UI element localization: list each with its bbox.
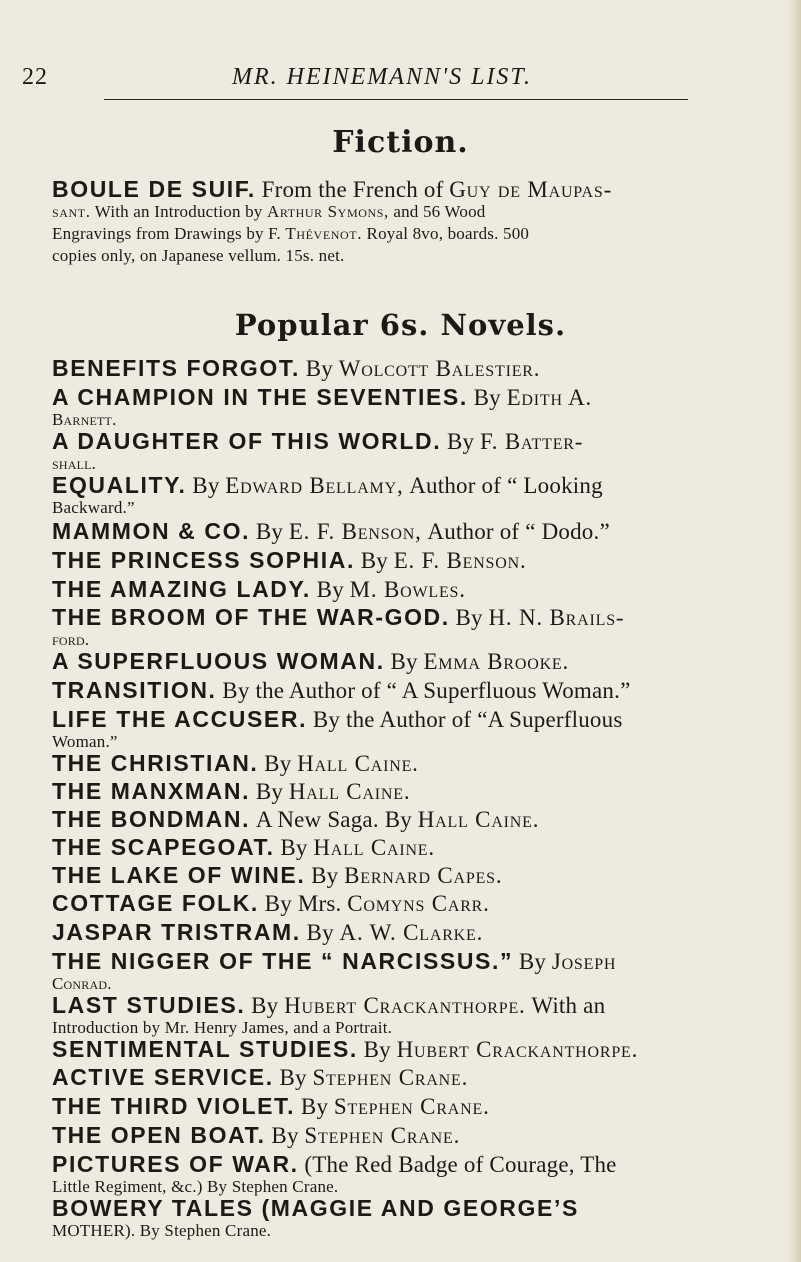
novel-byline: By the Author of “ A Superfluous Woman.” [222, 678, 631, 703]
novel-continuation: MOTHER). By Stephen Crane. [52, 1221, 272, 1240]
novel-title: MAMMON & CO. [52, 518, 251, 544]
novel-author: M. Bowles. [349, 577, 466, 602]
novel-continuation: shall. [52, 454, 97, 473]
novel-title: A DAUGHTER OF THIS WORLD. [52, 428, 442, 454]
novel-byline: By [305, 356, 333, 381]
novel-continuation: Conrad. [52, 974, 112, 993]
novel-author: Stephen Crane. [312, 1065, 469, 1090]
novel-entry [52, 1038, 760, 1061]
novel-entry [52, 864, 760, 887]
novel-byline: By Mrs. [264, 891, 342, 916]
novel-entry [52, 1095, 760, 1118]
novel-entry [52, 836, 760, 859]
entry-text: and 56 Wood [393, 202, 486, 221]
novel-author: F. Batter- [479, 429, 584, 454]
novel-byline: By [518, 949, 547, 974]
novel-byline: By [360, 548, 388, 573]
novel-entry [52, 650, 760, 673]
novel-entry [52, 606, 760, 651]
novel-title: BOWERY TALES (MAGGIE AND GEORGE’S [52, 1195, 579, 1221]
novel-author: Hall Caine. [313, 835, 435, 860]
novel-byline: By [251, 993, 279, 1018]
novel-title: LAST STUDIES. [52, 992, 246, 1018]
novel-title: BENEFITS FORGOT. [52, 355, 300, 381]
novel-byline: By the Author of “A Superfluous [312, 707, 623, 732]
novel-entry [52, 752, 760, 775]
novel-continuation: ford. [52, 630, 90, 649]
novel-author: Hubert Crackanthorpe. [284, 993, 526, 1018]
novel-title: A CHAMPION IN THE SEVENTIES. [52, 384, 468, 410]
novel-entry [52, 921, 760, 944]
novel-author: Hall Caine. [417, 807, 540, 832]
entry-boule-de-suif [52, 178, 760, 267]
novel-entry [52, 780, 760, 803]
novel-entry [52, 357, 760, 380]
novel-byline: By [300, 1094, 329, 1119]
novel-title: THE BONDMAN. [52, 806, 251, 832]
novel-continuation: Woman.” [52, 732, 118, 751]
novel-byline: By [255, 779, 284, 804]
entry-text: Royal 8vo, boards. 500 [366, 224, 530, 243]
novel-continuation: Backward.” [52, 498, 135, 517]
novel-title: A SUPERFLUOUS WOMAN. [52, 648, 385, 674]
novel-byline: By [192, 473, 220, 498]
novel-title: COTTAGE FOLK. [52, 890, 259, 916]
novel-note: With an [531, 993, 606, 1018]
novel-title: THE CHRISTIAN. [52, 750, 259, 776]
entry-text: With an Introduction by [94, 202, 263, 221]
novel-author: Comyns Carr. [347, 891, 490, 916]
novel-author: Hall Caine. [297, 751, 419, 776]
novel-entry [52, 950, 760, 995]
novel-note: Author of “ Looking [409, 473, 603, 498]
header-rule [104, 99, 688, 100]
novel-title: TRANSITION. [52, 677, 217, 703]
novel-byline: By [316, 577, 344, 602]
novel-entry [52, 474, 760, 519]
novel-author: Bernard Capes. [344, 863, 503, 888]
novel-title: THE PRINCESS SOPHIA. [52, 547, 355, 573]
novel-entry [52, 679, 760, 702]
novel-note: Author of “ Dodo.” [427, 519, 610, 544]
novel-byline: By [264, 751, 292, 776]
novel-title: JASPAR TRISTRAM. [52, 919, 301, 945]
novel-byline: By [311, 863, 339, 888]
novel-author: Wolcott Balestier. [338, 356, 541, 381]
novel-byline: (The Red Badge of Courage, The [304, 1152, 617, 1177]
novel-byline: By [390, 649, 418, 674]
novel-continuation: Introduction by Mr. Henry James, and a Portrait. [52, 1018, 393, 1037]
novel-author: Emma Brooke. [423, 649, 570, 674]
popular-novels-heading: Popular 6s. Novels. [234, 308, 567, 342]
novel-byline: By [446, 429, 475, 454]
novel-author: E. F. Benson, [288, 519, 422, 544]
novel-byline: By [255, 519, 284, 544]
page-edge [787, 0, 801, 1262]
novel-entry [52, 1124, 760, 1147]
novel-continuation: Barnett. [52, 410, 117, 429]
novel-byline: By [363, 1037, 391, 1062]
novel-entry [52, 386, 760, 431]
novel-entry [52, 1153, 760, 1198]
novel-author: E. F. Benson. [393, 548, 527, 573]
novel-byline: A New Saga. By [255, 807, 412, 832]
novel-title: SENTIMENTAL STUDIES. [52, 1036, 358, 1062]
novel-entry [52, 578, 760, 601]
entry-author: sant. [52, 202, 91, 221]
novel-author: Edith A. [506, 385, 593, 410]
fiction-heading: Fiction. [332, 125, 469, 160]
novel-title: LIFE THE ACCUSER. [52, 706, 308, 732]
novel-author: H. N. Brails- [488, 605, 625, 630]
novel-byline: By [280, 835, 308, 860]
novel-entry [52, 430, 760, 475]
novel-author: Hall Caine. [288, 779, 411, 804]
entry-author: Guy de Maupas- [449, 177, 613, 202]
novel-title: PICTURES OF WAR. [52, 1151, 299, 1177]
novel-entry [52, 549, 760, 572]
entry-text: From the French of [261, 177, 444, 202]
entry-text: copies only, on Japanese vellum. 15s. net. [52, 246, 345, 265]
novel-author: Joseph [551, 949, 617, 974]
novel-entry [52, 994, 760, 1039]
novel-entry [52, 1197, 760, 1242]
entry-text: Engravings from Drawings by F. [52, 224, 281, 243]
novel-entry [52, 1066, 760, 1089]
entry-author: Thévenot. [285, 224, 363, 243]
novel-title: EQUALITY. [52, 472, 187, 498]
novel-byline: By [455, 605, 483, 630]
entry-author: Arthur Symons, [266, 202, 389, 221]
novel-title: THE OPEN BOAT. [52, 1122, 266, 1148]
novel-title: THE THIRD VIOLET. [52, 1093, 296, 1119]
novel-byline: By [279, 1065, 307, 1090]
novel-author: Stephen Crane. [304, 1123, 461, 1148]
novel-title: THE AMAZING LADY. [52, 576, 311, 602]
novel-author: Edward Bellamy, [225, 473, 404, 498]
novel-entry [52, 520, 760, 543]
novel-entry [52, 892, 760, 915]
page-number: 22 [22, 64, 48, 90]
novel-title: THE SCAPEGOAT. [52, 834, 275, 860]
novel-title: THE LAKE OF WINE. [52, 862, 306, 888]
novel-entry [52, 808, 760, 831]
page-header [22, 64, 702, 94]
novel-title: THE BROOM OF THE WAR-GOD. [52, 604, 450, 630]
novel-byline: By [271, 1123, 299, 1148]
novel-byline: By [473, 385, 501, 410]
novel-title: ACTIVE SERVICE. [52, 1064, 274, 1090]
novel-byline: By [306, 920, 334, 945]
entry-title: BOULE DE SUIF. [52, 176, 256, 202]
novel-entry [52, 708, 760, 753]
novel-author: Hubert Crackanthorpe. [396, 1037, 639, 1062]
novel-author: A. W. Clarke. [339, 920, 484, 945]
novel-title: THE NIGGER OF THE “ NARCISSUS.” [52, 948, 514, 974]
novel-continuation: Little Regiment, &c.) By Stephen Crane. [52, 1177, 339, 1196]
running-title: MR. HEINEMANN'S LIST. [231, 64, 532, 90]
novel-title: THE MANXMAN. [52, 778, 251, 804]
novel-author: Stephen Crane. [333, 1094, 490, 1119]
